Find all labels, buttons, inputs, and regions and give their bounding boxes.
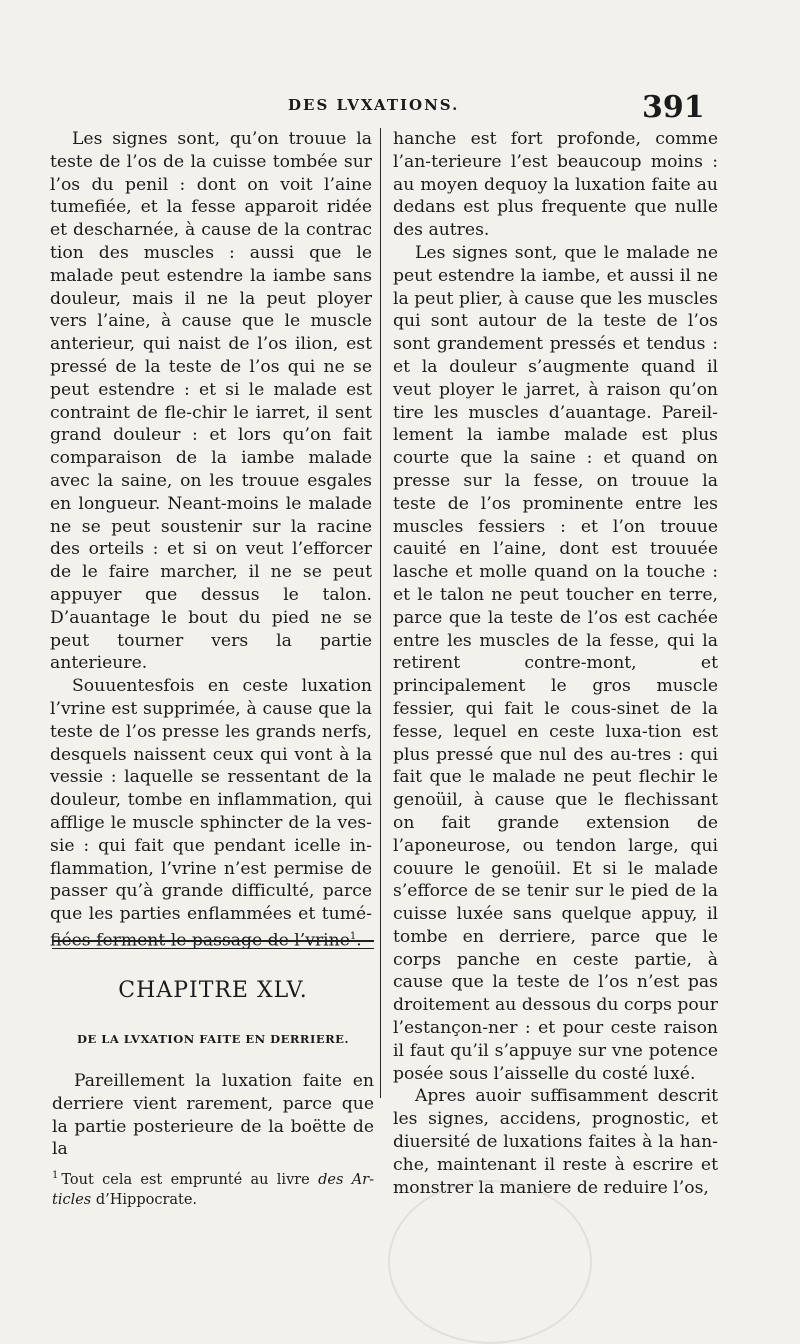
footnote-mark: 1: [52, 1170, 59, 1181]
left-paragraph-2: Souuentesfois en ceste luxation l’vrine est supprimée, à cause que la teste de l’os presse les grands nerfs, desquels naissent ceux qui vont à la vessie : laquelle se ressentant de la douleur, tombe en inflammation, qui afflige le muscle sphincter de la ves-sie : qui fait que pendant icelle in-flammation, l’vrine n’est permise de passer qu’à grande difficulté, parce que les parties enflammées et tumé-fiées ferment le passage de l’vrine$^1$.: [50, 676, 372, 951]
chapter-body: [52, 1070, 374, 1161]
footnote: [52, 1166, 374, 1210]
left-paragraph-2-text: Souuentesfois en ceste luxation l’vrine est supprimée, à cause que la teste de l’os presse les grands nerfs, desquels naissent ceux qui vont à la vessie : laquelle se ressentant de la douleur, tombe en inflammation, qui afflige le muscle sphincter de la ves-sie : qui fait que pendant icelle in-flammation, l’vrine n’est permise de passer qu’à grande difficulté, parce que les parties enflammées et tumé-fiées ferment le passage de l’vrine: [50, 676, 372, 951]
chapter-title: CHAPITRE XLV.: [118, 978, 308, 1003]
chapter-subtitle: DE LA LVXATION FAITE EN DERRIERE.: [77, 1032, 349, 1046]
left-column: [50, 128, 372, 952]
footnote-text-after: d’Hippocrate.: [91, 1191, 198, 1208]
page-number: 391: [642, 90, 705, 125]
library-stamp-watermark: [388, 1180, 592, 1344]
chapter-rule: [52, 940, 374, 949]
right-paragraph-2: Les signes sont, que le malade ne peut estendre la iambe, et aussi il ne la peut plier, à cause que les muscles qui sont autour de la teste de l’os sont grandement pressés et tendus : et la douleur s’augmente quand il veut ployer le jarret, à raison qu’on tire les muscles d’auantage. Pareil-lement la iambe malade est plus courte que la saine : et quand on presse sur la fesse, on trouue la teste de l’os prominente entre les muscles fessiers : et l’on trouue cauité en l’aine, dont est trouuée lasche et molle quand on la touche : et le talon ne peut toucher en terre, parce que la teste de l’os est cachée entre les muscles de la fesse, qui la retirent contre-mont, et principalement le gros muscle fessier, qui fait le cous-sinet de la fesse, lequel en ceste luxa-tion est plus pressé que nul des au-tres : qui fait que le malade ne peut flechir le genoüil, à cause que le flechissant on fait grande extension de l’aponeurose, ou tendon large, qui couure le genoüil. Et si le malade s’efforce de se tenir sur le pied de la cuisse luxée sans quelque appuy, il tombe en derriere, parce que le corps panche en ceste partie, à cause que la teste de l’os n’est pas droitement au dessous du corps pour l’estançon-ner : et pour ceste raison il faut qu’il s’appuye sur vne potence posée sous l’aisselle du costé luxé.: [393, 242, 718, 1084]
chapter-paragraph-1: Pareillement la luxation faite en derriere vient rarement, parce que la partie posterieure de la boëtte de la: [52, 1071, 374, 1160]
footnote-reference: 1: [349, 930, 357, 942]
right-paragraph-1: hanche est fort profonde, comme l’an-terieure l’est beaucoup moins : au moyen dequoy la luxation faite au dedans est plus frequente que nulle des autres.: [393, 129, 718, 241]
right-column: [393, 128, 718, 1199]
footnote-text-before: Tout cela est emprunté au livre: [61, 1171, 319, 1188]
left-paragraph-1: Les signes sont, qu’on trouue la teste de l’os de la cuisse tombée sur l’os du penil : dont on voit l’aine tumefiée, et la fesse apparoit ridée et descharnée, à cause de la contrac tion des muscles : aussi que le malade peut estendre la iambe sans douleur, mais il ne la peut ployer vers l’aine, à cause que le muscle anterieur, qui naist de l’os ilion, est pressé de la teste de l’os qui ne se peut estendre : et si le malade est contraint de fle-chir le iarret, il sent grand douleur : et lors qu’on fait comparaison de la iambe malade avec la saine, on les trouue esgales en longueur. Neant-moins le malade ne se peut soustenir sur la racine des orteils : et si on veut l’efforcer de le faire marcher, il ne se peut appuyer que dessus le talon. D’auantage le bout du pied ne se peut tourner vers la partie anterieure.: [50, 129, 372, 674]
column-divider: [380, 128, 381, 1098]
running-title: DES LVXATIONS.: [288, 96, 460, 114]
right-paragraph-3: Apres auoir suffisamment descrit les signes, accidens, prognostic, et diuersité de luxations faites à la han-che, maintenant il reste à escrire et monstrer la maniere de reduire l’os,: [393, 1086, 718, 1198]
footnote-title: des Ar-ticles: [52, 1171, 374, 1208]
